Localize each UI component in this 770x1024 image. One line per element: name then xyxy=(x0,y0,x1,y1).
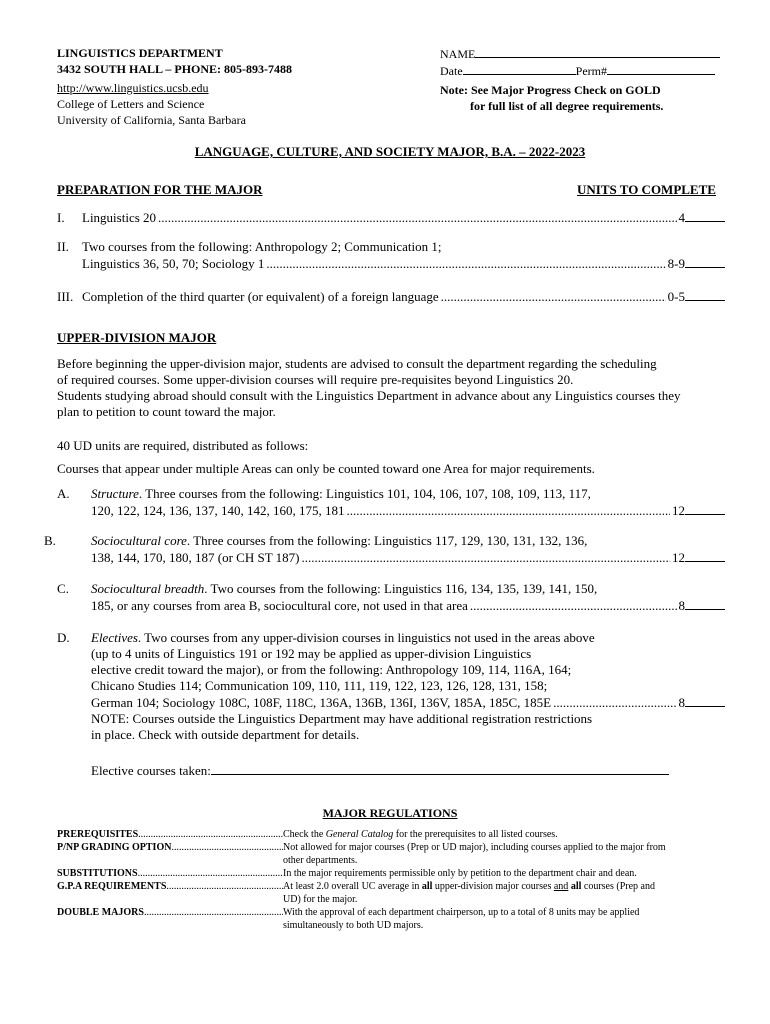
area-d: D. Electives. Two courses from any upper-division courses in linguistics not used in the areas above (up to 4 units of Linguistics 191 or 192 may be applied as upper-division Linguistics elective credit toward the major), or from the following: Anthropology 109, 114, 116A, 164; Chicano Studies 114; Communication 109, 110, 111, 119, 122, 123, 126, 128, 131, 158; German 104; Sociology 108C, 108F, 118C, 136A, 136B, 136I, 136V, 185A, 185C, 185E ..... 8 NOTE: Courses outside the Linguistics Department may have additional registration restrictions in place. Check with outside department for details. xyxy=(57,630,725,743)
reg-pnp: P/NP GRADING OPTION ..... Not allowed for major courses (Prep or UD major), including courses applied to the major from other departments. xyxy=(57,841,727,867)
area-c-blank[interactable] xyxy=(685,597,725,610)
upper-heading: UPPER-DIVISION MAJOR xyxy=(57,330,217,345)
gold-note-line2: for full list of all degree requirements. xyxy=(470,99,664,113)
prep-item-3-blank[interactable] xyxy=(685,288,725,301)
prep-item-2: II. Two courses from the following: Anthropology 2; Communication 1; Linguistics 36, 50, 70; Sociology 1 ..... 8-9 xyxy=(57,239,725,272)
regs-heading: MAJOR REGULATIONS xyxy=(322,806,458,820)
prep-item-1-units: 4 xyxy=(678,210,685,225)
dept-url-link[interactable]: http://www.linguistics.ucsb.edu xyxy=(57,81,209,95)
area-b-title: Sociocultural core xyxy=(91,533,187,548)
dept-header xyxy=(57,45,417,128)
prep-heading: PREPARATION FOR THE MAJOR xyxy=(57,182,263,197)
college-name: College of Letters and Science xyxy=(57,97,205,111)
document-title: LANGUAGE, CULTURE, AND SOCIETY MAJOR, B.A. – 2022-2023 xyxy=(194,144,586,159)
reg-gpa: G.P.A REQUIREMENTS ..... At least 2.0 overall UC average in all upper-division major courses and all courses (Prep and UD) for the major. xyxy=(57,880,727,906)
area-a: A. Structure. Three courses from the following: Linguistics 101, 104, 106, 107, 108, 109, 113, 117, 120, 122, 124, 136, 137, 140, 142, 160, 175, 181 ..... 12 xyxy=(57,486,725,519)
area-b: B. Sociocultural core. Three courses from the following: Linguistics 117, 129, 130, 131, 132, 136, 138, 144, 170, 180, 187 (or CH ST 187) ..... 12 xyxy=(44,533,725,566)
reg-prereq: PREREQUISITES ..... Check the General Catalog for the prerequisites to all listed courses. xyxy=(57,828,727,841)
elective-courses-field[interactable] xyxy=(211,762,669,775)
areas-note: Courses that appear under multiple Areas can only be counted toward one Area for major requirements. xyxy=(57,461,595,476)
prep-item-1: I. Linguistics 20 ..... 4 xyxy=(57,209,725,226)
elective-label: Elective courses taken: xyxy=(91,763,211,778)
reg-substitutions: SUBSTITUTIONS ..... In the major requirements permissible only by petition to the department chair and dean. xyxy=(57,867,727,880)
dept-name: LINGUISTICS DEPARTMENT xyxy=(57,46,223,60)
prep-item-3-units: 0-5 xyxy=(667,289,685,304)
prep-item-1-blank[interactable] xyxy=(685,209,725,222)
date-label: Date xyxy=(440,64,463,78)
area-d-title: Electives xyxy=(91,630,138,645)
area-a-blank[interactable] xyxy=(685,502,725,515)
student-info xyxy=(440,45,730,114)
date-field[interactable] xyxy=(463,62,576,75)
name-label: NAME xyxy=(440,47,476,61)
area-b-blank[interactable] xyxy=(685,549,725,562)
area-c-title: Sociocultural breadth xyxy=(91,581,205,596)
university-name: University of California, Santa Barbara xyxy=(57,113,246,127)
gold-note-line1: Note: See Major Progress Check on GOLD xyxy=(440,83,661,97)
units-heading: UNITS TO COMPLETE xyxy=(577,182,716,197)
upper-intro: Before beginning the upper-division major, students are advised to consult the department regarding the scheduling of required courses. Some upper-division courses will require pre-requisites beyond Linguistics 20. Students studying abroad should consult with the Linguistics Department in advance about any Linguistics courses they plan to petition to count toward the major. xyxy=(57,356,681,419)
area-a-title: Structure xyxy=(91,486,139,501)
area-c: C. Sociocultural breadth. Two courses from the following: Linguistics 116, 134, 135, 139, 141, 150, 185, or any courses from area B, sociocultural core, not used in that area ..... 8 xyxy=(57,581,725,614)
perm-field[interactable] xyxy=(607,62,715,75)
area-d-note: NOTE: Courses outside the Linguistics Department may have additional registration restrictions xyxy=(91,711,593,726)
name-field[interactable] xyxy=(475,45,720,58)
elective-courses-row xyxy=(91,762,669,779)
prep-item-1-text: Linguistics 20 xyxy=(82,210,157,225)
dept-address: 3432 SOUTH HALL – PHONE: 805-893-7488 xyxy=(57,62,293,76)
prep-item-3: III. Completion of the third quarter (or equivalent) of a foreign language ..... 0-5 xyxy=(57,288,725,305)
reg-double-majors: DOUBLE MAJORS ..... With the approval of each department chairperson, up to a total of 8 units may be applied simultaneously to both UD majors. xyxy=(57,906,727,932)
perm-label: Perm# xyxy=(575,64,607,78)
prep-item-2-blank[interactable] xyxy=(685,255,725,268)
area-d-blank[interactable] xyxy=(685,694,725,707)
regs-table xyxy=(57,828,727,932)
units-note: 40 UD units are required, distributed as follows: xyxy=(57,438,309,453)
prep-item-2-units: 8-9 xyxy=(667,256,685,271)
